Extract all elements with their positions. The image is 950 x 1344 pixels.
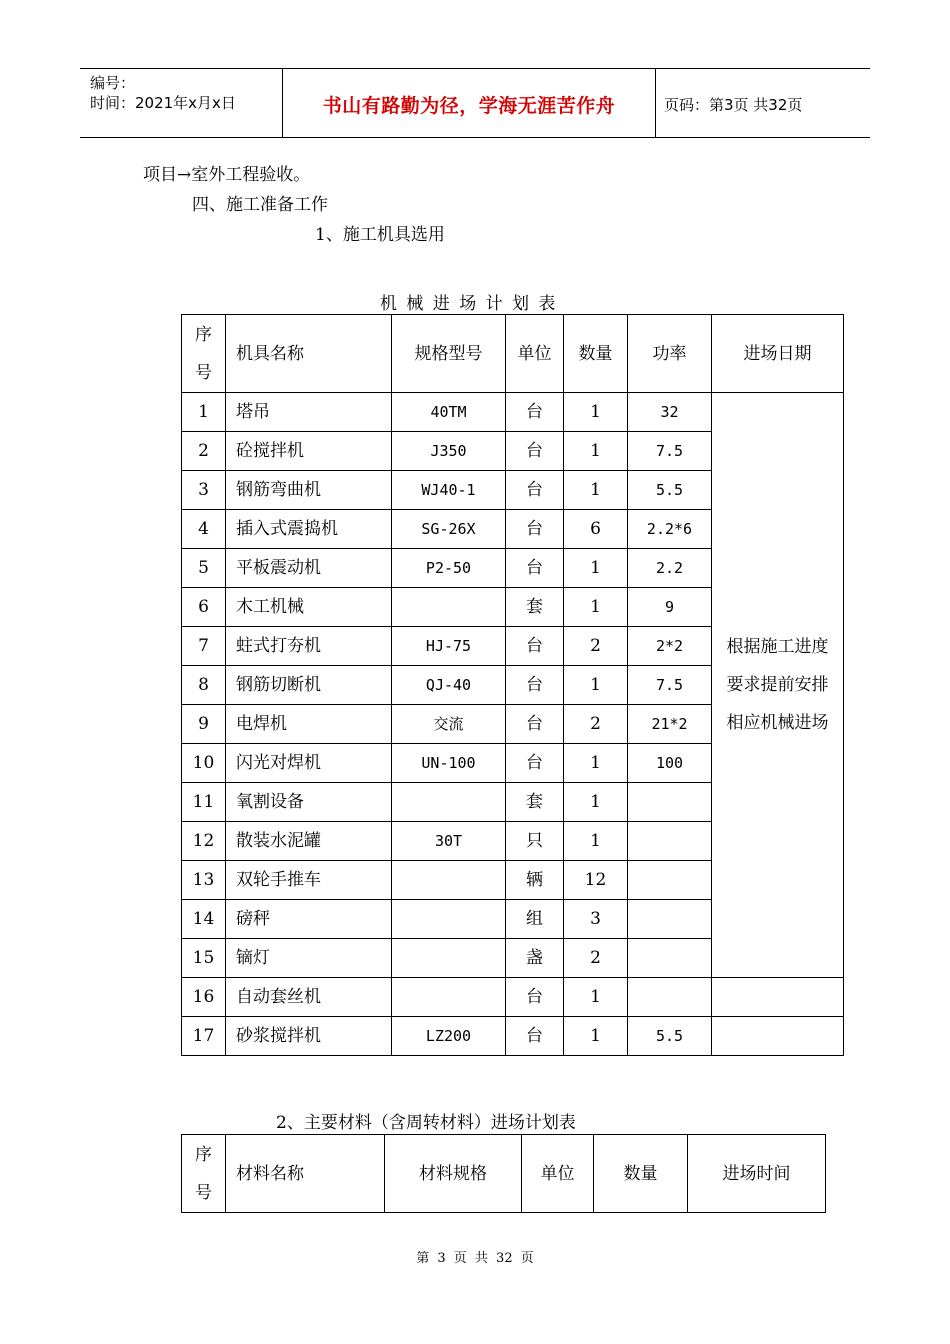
- header-cell: 材料名称: [226, 1135, 385, 1213]
- table-cell: 1: [182, 393, 226, 432]
- table-cell: P2-50: [392, 549, 506, 588]
- table-cell: 辆: [506, 861, 564, 900]
- table-cell: [628, 783, 712, 822]
- table-cell: [392, 900, 506, 939]
- table-cell: 4: [182, 510, 226, 549]
- table-cell: 台: [506, 471, 564, 510]
- table-cell: 13: [182, 861, 226, 900]
- table-cell: 交流: [392, 705, 506, 744]
- table-cell: 2: [182, 432, 226, 471]
- table-cell: [628, 978, 712, 1017]
- header-meta-cell: [80, 69, 283, 137]
- table-cell: 套: [506, 588, 564, 627]
- table-cell: 磅秤: [226, 900, 392, 939]
- table-cell: 木工机械: [226, 588, 392, 627]
- table-cell: 16: [182, 978, 226, 1017]
- table-cell: 5: [182, 549, 226, 588]
- table-cell: 组: [506, 900, 564, 939]
- page-info: 页码：第3页 共32页: [664, 96, 803, 114]
- table2-title: 2、主要材料（含周转材料）进场计划表: [276, 1113, 576, 1133]
- table-cell: 台: [506, 744, 564, 783]
- table-cell: 电焊机: [226, 705, 392, 744]
- table-cell: [392, 978, 506, 1017]
- header-label: 序号: [195, 1144, 212, 1203]
- table-cell: 9: [182, 705, 226, 744]
- table-cell: 散装水泥罐: [226, 822, 392, 861]
- table-cell: 台: [506, 510, 564, 549]
- table-cell: 台: [506, 666, 564, 705]
- table-cell: SG-26X: [392, 510, 506, 549]
- table-cell: 17: [182, 1017, 226, 1056]
- header-cell: 规格型号: [392, 315, 506, 393]
- materials-table: [181, 1134, 826, 1213]
- table-cell: 6: [182, 588, 226, 627]
- table-cell: 蛀式打夯机: [226, 627, 392, 666]
- table-cell: 1: [564, 393, 628, 432]
- header-cell: 数量: [564, 315, 628, 393]
- table-cell: 12: [564, 861, 628, 900]
- table-row: [182, 978, 844, 1017]
- table-cell: 6: [564, 510, 628, 549]
- table-header-row: [182, 315, 844, 393]
- table-cell: 1: [564, 588, 628, 627]
- table-cell: 5.5: [628, 471, 712, 510]
- header-label: 序号: [195, 324, 212, 383]
- table-cell: 30T: [392, 822, 506, 861]
- table-cell: 32: [628, 393, 712, 432]
- table-cell: UN-100: [392, 744, 506, 783]
- table-cell: 双轮手推车: [226, 861, 392, 900]
- table-cell: 钢筋切断机: [226, 666, 392, 705]
- table-cell: 2: [564, 705, 628, 744]
- table-cell: HJ-75: [392, 627, 506, 666]
- header-cell: 机具名称: [226, 315, 392, 393]
- table-cell: 5.5: [628, 1017, 712, 1056]
- paragraph-line-1: 项目→室外工程验收。: [143, 165, 311, 185]
- table-cell: 台: [506, 1017, 564, 1056]
- table-cell: 21*2: [628, 705, 712, 744]
- table-cell: [392, 588, 506, 627]
- header-cell: 单位: [506, 315, 564, 393]
- table-cell: QJ-40: [392, 666, 506, 705]
- table-row: [182, 393, 844, 432]
- table-cell: 2*2: [628, 627, 712, 666]
- table-cell: 1: [564, 432, 628, 471]
- header-cell: 材料规格: [385, 1135, 522, 1213]
- table-cell: [628, 822, 712, 861]
- table-cell: 砂浆搅拌机: [226, 1017, 392, 1056]
- header-page-cell: [656, 69, 870, 137]
- table-cell: 1: [564, 822, 628, 861]
- table-cell: 盏: [506, 939, 564, 978]
- table-cell: 1: [564, 549, 628, 588]
- header-motto-cell: [283, 69, 656, 137]
- table-cell: 镝灯: [226, 939, 392, 978]
- table-cell: 闪光对焊机: [226, 744, 392, 783]
- table-cell: 1: [564, 744, 628, 783]
- table-cell: 14: [182, 900, 226, 939]
- table-cell: 台: [506, 393, 564, 432]
- table-cell: 只: [506, 822, 564, 861]
- table-cell: 1: [564, 978, 628, 1017]
- table-cell: 8: [182, 666, 226, 705]
- table-cell: 砼搅拌机: [226, 432, 392, 471]
- note-line: 要求提前安排: [726, 675, 829, 695]
- table-cell: 套: [506, 783, 564, 822]
- header-cell: [182, 1135, 226, 1213]
- table-row: [182, 1017, 844, 1056]
- table-cell: J350: [392, 432, 506, 471]
- table-cell: 3: [182, 471, 226, 510]
- header-cell: 数量: [594, 1135, 688, 1213]
- table-cell: 台: [506, 978, 564, 1017]
- table-cell: [712, 978, 844, 1017]
- document-date: 时间：2021年x月x日: [90, 94, 236, 112]
- table-cell: WJ40-1: [392, 471, 506, 510]
- table-cell: 塔吊: [226, 393, 392, 432]
- machinery-table: [181, 314, 844, 1056]
- table-cell: [712, 1017, 844, 1056]
- subsection-heading: 1、施工机具选用: [315, 225, 445, 245]
- table-cell: 12: [182, 822, 226, 861]
- table-cell: 3: [564, 900, 628, 939]
- section-heading: 四、施工准备工作: [192, 195, 328, 215]
- table-cell: 1: [564, 666, 628, 705]
- table-cell: 40TM: [392, 393, 506, 432]
- table-cell: 2: [564, 939, 628, 978]
- header-cell: 单位: [522, 1135, 594, 1213]
- table-cell: 台: [506, 705, 564, 744]
- table1-title: 机 械 进 场 计 划 表: [380, 294, 558, 314]
- table-cell: 1: [564, 783, 628, 822]
- table-cell: 1: [564, 1017, 628, 1056]
- table-cell: 台: [506, 549, 564, 588]
- page-footer: 第 3 页 共 32 页: [416, 1251, 534, 1266]
- table-cell: 15: [182, 939, 226, 978]
- note-line: 相应机械进场: [726, 713, 829, 733]
- motto-text: 书山有路勤为径，学海无涯苦作舟: [322, 95, 616, 117]
- table-cell: 100: [628, 744, 712, 783]
- note-line: 根据施工进度: [726, 637, 829, 657]
- table-cell: 台: [506, 432, 564, 471]
- table-cell: 钢筋弯曲机: [226, 471, 392, 510]
- table-header-row: [182, 1135, 826, 1213]
- table-cell: 2: [564, 627, 628, 666]
- table-cell: [628, 900, 712, 939]
- table-cell: 插入式震捣机: [226, 510, 392, 549]
- document-number: 编号：: [90, 74, 136, 92]
- table-cell: 2.2: [628, 549, 712, 588]
- header-cell: 功率: [628, 315, 712, 393]
- table-cell: 平板震动机: [226, 549, 392, 588]
- arrival-date-note: [712, 393, 844, 978]
- table-cell: 氧割设备: [226, 783, 392, 822]
- table-cell: 9: [628, 588, 712, 627]
- table-cell: 10: [182, 744, 226, 783]
- table-cell: 7.5: [628, 666, 712, 705]
- table-cell: [392, 783, 506, 822]
- page-header: [80, 68, 870, 138]
- table-cell: 7.5: [628, 432, 712, 471]
- table-cell: [628, 861, 712, 900]
- header-cell: 进场日期: [712, 315, 844, 393]
- table-cell: 2.2*6: [628, 510, 712, 549]
- header-cell: [182, 315, 226, 393]
- table-cell: 自动套丝机: [226, 978, 392, 1017]
- table-cell: 7: [182, 627, 226, 666]
- header-cell: 进场时间: [688, 1135, 826, 1213]
- table-cell: [628, 939, 712, 978]
- table-cell: 11: [182, 783, 226, 822]
- table-cell: [392, 939, 506, 978]
- table-cell: 1: [564, 471, 628, 510]
- table-cell: [392, 861, 506, 900]
- table-cell: 台: [506, 627, 564, 666]
- table-cell: LZ200: [392, 1017, 506, 1056]
